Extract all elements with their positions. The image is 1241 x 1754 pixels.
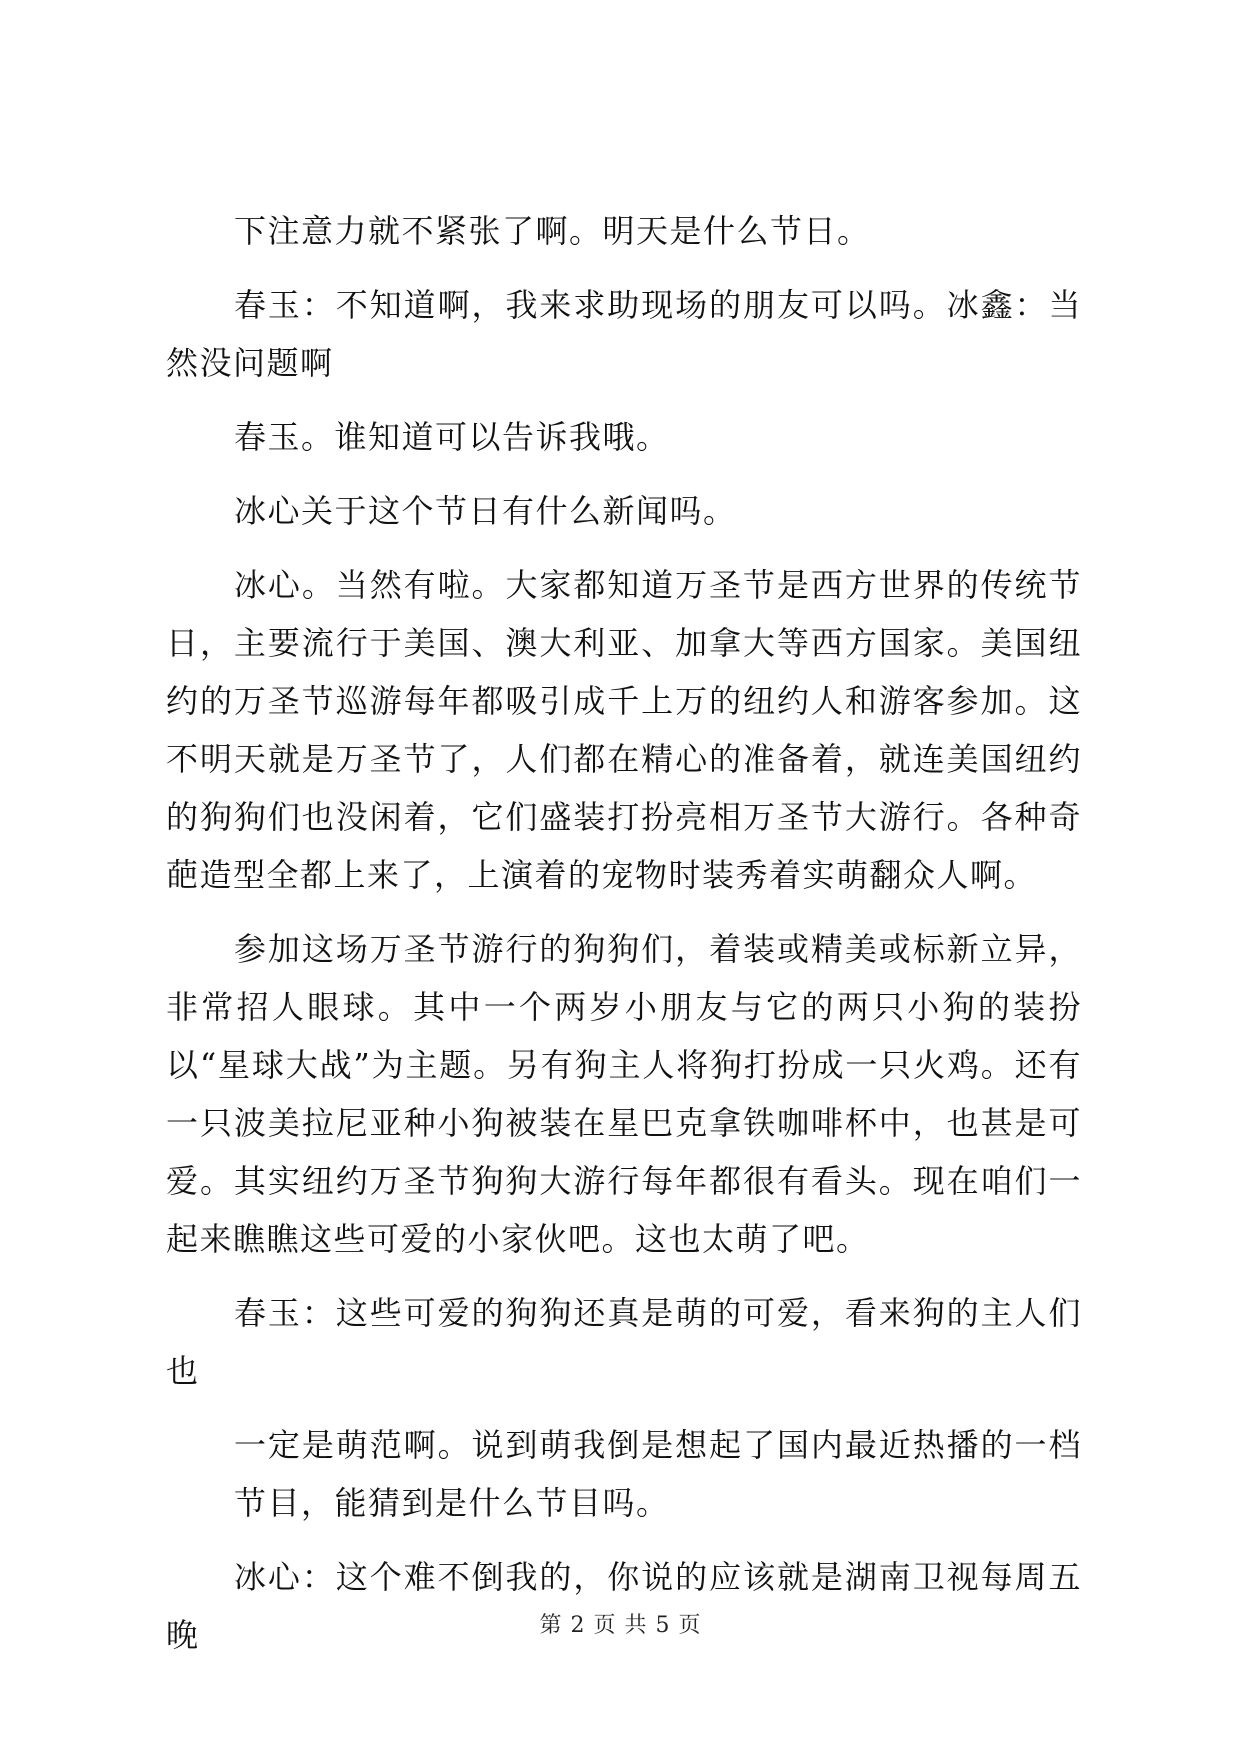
paragraph-8: 一定是萌范啊。说到萌我倒是想起了国内最近热播的一档节目，能猜到是什么节目吗。 (234, 1426, 1082, 1522)
page-footer: 第 2 页 共 5 页 (539, 1613, 702, 1638)
paragraph-3: 春玉。谁知道可以告诉我哦。 (234, 418, 670, 456)
paragraph-5: 冰心。当然有啦。大家都知道万圣节是西方世界的传统节日，主要流行于美国、澳大利亚、加拿大等西方国家。美国纽约的万圣节巡游每年都吸引成千上万的纽约人和游客参加。这不明天就是万圣节了，人们都在精心的准备着，就连美国纽约的狗狗们也没闲着，它们盛装打扮亮相万圣节大游行。各种奇葩造型全都上来了，上演着的宠物时装秀着实萌翻众人啊。 (166, 566, 1082, 894)
paragraph-1: 下注意力就不紧张了啊。明天是什么节日。 (234, 212, 871, 250)
paragraph-7: 春玉：这些可爱的狗狗还真是萌的可爱，看来狗的主人们也 (166, 1294, 1082, 1390)
paragraph-6: 参加这场万圣节游行的狗狗们，着装或精美或标新立异，非常招人眼球。其中一个两岁小朋友与它的两只小狗的装扮以“星球大战”为主题。另有狗主人将狗打扮成一只火鸡。还有一只波美拉尼亚种小狗被装在星巴克拿铁咖啡杯中，也甚是可爱。其实纽约万圣节狗狗大游行每年都很有看头。现在咱们一起来瞧瞧这些可爱的小家伙吧。这也太萌了吧。 (166, 930, 1082, 1258)
paragraph-9: 冰心：这个难不倒我的，你说的应该就是湖南卫视每周五晚 (166, 1558, 1082, 1654)
paragraph-2: 春玉：不知道啊，我来求助现场的朋友可以吗。冰鑫：当然没问题啊 (166, 286, 1082, 382)
document-body (166, 202, 1082, 1680)
paragraph-4: 冰心关于这个节日有什么新闻吗。 (234, 492, 737, 530)
